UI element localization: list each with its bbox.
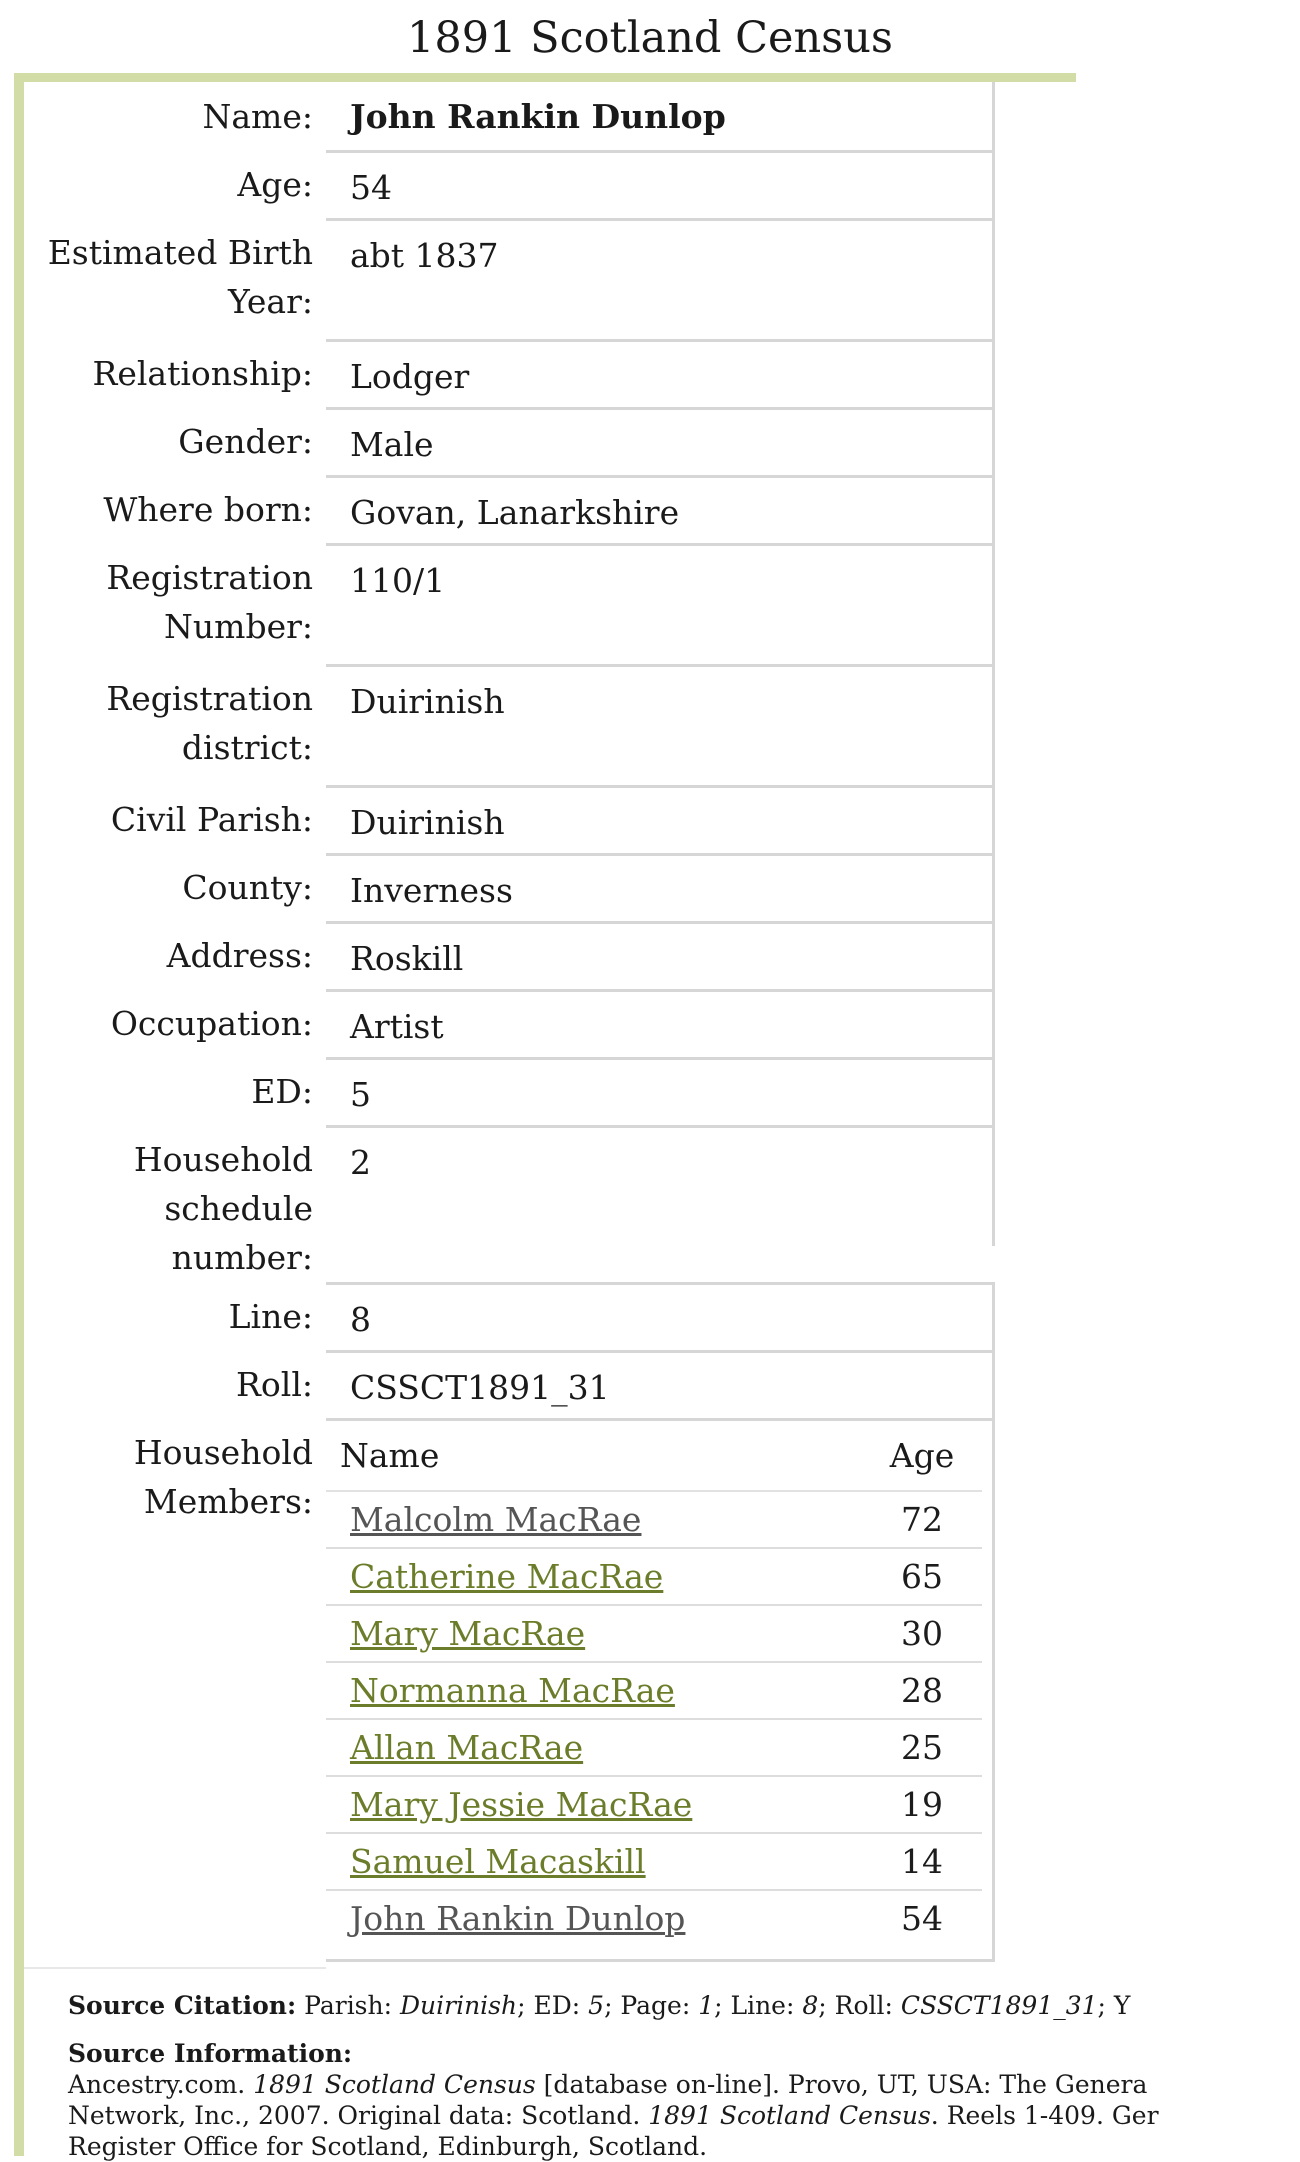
row-gender bbox=[24, 407, 995, 475]
member-row bbox=[326, 1833, 982, 1890]
citation-ed: 5 bbox=[588, 1991, 605, 2020]
row-registration-number bbox=[24, 543, 995, 664]
member-age: 14 bbox=[862, 1833, 982, 1890]
field-label: Roll: bbox=[236, 1365, 313, 1404]
citation-parish: Duirinish bbox=[399, 1991, 518, 2020]
source-info-line: Register Office for Scotland, Edinburgh, Scotland. bbox=[68, 2132, 708, 2161]
field-label: Gender: bbox=[178, 422, 313, 461]
accent-left-bar bbox=[14, 73, 24, 2156]
field-label: Registration Number: bbox=[106, 558, 313, 646]
member-row bbox=[326, 1776, 982, 1833]
field-label: Occupation: bbox=[110, 1004, 313, 1043]
row-address bbox=[24, 921, 995, 989]
member-age: 65 bbox=[862, 1548, 982, 1605]
source-info-text: [database on-line]. Provo, UT, USA: The Genera bbox=[535, 2070, 1148, 2099]
household-members-label: Household Members: bbox=[133, 1433, 313, 1521]
field-value-where-born: Govan, Lanarkshire bbox=[326, 475, 995, 543]
field-label: Household schedule number: bbox=[133, 1140, 313, 1277]
row-relationship bbox=[24, 339, 995, 407]
member-age: 25 bbox=[862, 1719, 982, 1776]
field-label: Where born: bbox=[103, 490, 313, 529]
field-label: Estimated Birth Year: bbox=[47, 233, 313, 321]
citation-page: 1 bbox=[698, 1991, 715, 2020]
member-row bbox=[326, 1491, 982, 1548]
field-value-occupation: Artist bbox=[326, 989, 995, 1057]
member-age: 19 bbox=[862, 1776, 982, 1833]
field-label: Line: bbox=[228, 1297, 313, 1336]
field-label: Civil Parish: bbox=[110, 800, 313, 839]
field-value-name: John Rankin Dunlop bbox=[326, 82, 995, 150]
member-row bbox=[326, 1605, 982, 1662]
field-label: Age: bbox=[237, 165, 313, 204]
column-header-name: Name bbox=[326, 1421, 862, 1491]
field-value-registration-district: Duirinish bbox=[326, 664, 995, 785]
row-household-members bbox=[24, 1418, 995, 1962]
source-info-text: Network, Inc., 2007. Original data: Scotland. bbox=[68, 2101, 649, 2130]
member-link-allan-macrae[interactable]: Allan MacRae bbox=[350, 1728, 584, 1767]
member-link-catherine-macrae[interactable]: Catherine MacRae bbox=[350, 1557, 664, 1596]
field-value-line: 8 bbox=[326, 1282, 995, 1350]
row-household-schedule bbox=[24, 1125, 995, 1282]
row-registration-district bbox=[24, 664, 995, 785]
column-header-age: Age bbox=[862, 1421, 982, 1491]
citation-text: ; Page: bbox=[604, 1991, 699, 2020]
page-title: 1891 Scotland Census bbox=[407, 13, 893, 63]
member-link-samuel-macaskill[interactable]: Samuel Macaskill bbox=[350, 1842, 646, 1881]
member-row bbox=[326, 1662, 982, 1719]
row-ed bbox=[24, 1057, 995, 1125]
citation-text: ; Y bbox=[1097, 1991, 1131, 2020]
citation-text: ; ED: bbox=[517, 1991, 589, 2020]
household-members-table bbox=[326, 1418, 995, 1962]
source-citation-label: Source Citation: bbox=[68, 1991, 297, 2020]
row-age bbox=[24, 150, 995, 218]
member-link-mary-macrae[interactable]: Mary MacRae bbox=[350, 1614, 586, 1653]
citation-roll: CSSCT1891_31 bbox=[900, 1991, 1098, 2020]
member-link-normanna-macrae[interactable]: Normanna MacRae bbox=[350, 1671, 675, 1710]
member-age: 30 bbox=[862, 1605, 982, 1662]
citation-text: ; Roll: bbox=[818, 1991, 901, 2020]
row-civil-parish bbox=[24, 785, 995, 853]
field-value-civil-parish: Duirinish bbox=[326, 785, 995, 853]
row-name bbox=[24, 82, 995, 150]
source-info-title: 1891 Scotland Census bbox=[648, 2101, 931, 2130]
field-value-registration-number: 110/1 bbox=[326, 543, 995, 664]
row-county bbox=[24, 853, 995, 921]
members-header-row bbox=[326, 1421, 982, 1491]
member-age: 28 bbox=[862, 1662, 982, 1719]
row-roll bbox=[24, 1350, 995, 1418]
source-citation bbox=[68, 1990, 1131, 2021]
source-info-line bbox=[68, 2100, 1159, 2131]
citation-text: Parish: bbox=[296, 1991, 400, 2020]
field-value-household-schedule: 2 bbox=[326, 1125, 995, 1246]
member-link-mary-jessie-macrae[interactable]: Mary Jessie MacRae bbox=[350, 1785, 693, 1824]
field-value-gender: Male bbox=[326, 407, 995, 475]
member-age: 72 bbox=[862, 1491, 982, 1548]
field-label: Address: bbox=[166, 936, 313, 975]
field-label: ED: bbox=[251, 1072, 313, 1111]
census-record-table bbox=[24, 82, 995, 1962]
source-footer bbox=[68, 1990, 1159, 2162]
member-link-john-rankin-dunlop[interactable]: John Rankin Dunlop bbox=[350, 1899, 686, 1938]
field-value-roll: CSSCT1891_31 bbox=[326, 1350, 995, 1418]
citation-text: ; Line: bbox=[714, 1991, 803, 2020]
field-value-address: Roskill bbox=[326, 921, 995, 989]
row-birth-year bbox=[24, 218, 995, 339]
source-info-title: 1891 Scotland Census bbox=[253, 2070, 536, 2099]
field-label: Relationship: bbox=[92, 354, 313, 393]
member-row bbox=[326, 1548, 982, 1605]
row-where-born bbox=[24, 475, 995, 543]
field-value-ed: 5 bbox=[326, 1057, 995, 1125]
member-row bbox=[326, 1890, 982, 1946]
field-label: Registration district: bbox=[106, 679, 313, 767]
field-label: County: bbox=[182, 868, 313, 907]
divider bbox=[24, 1967, 326, 1969]
field-value-county: Inverness bbox=[326, 853, 995, 921]
row-occupation bbox=[24, 989, 995, 1057]
source-info-line bbox=[68, 2069, 1148, 2100]
source-info-text: Ancestry.com. bbox=[68, 2070, 254, 2099]
accent-top-bar bbox=[14, 73, 1076, 82]
field-value-age: 54 bbox=[326, 150, 995, 218]
field-value-relationship: Lodger bbox=[326, 339, 995, 407]
row-line bbox=[24, 1282, 995, 1350]
member-row bbox=[326, 1719, 982, 1776]
field-label: Name: bbox=[202, 97, 313, 136]
member-link-malcolm-macrae[interactable]: Malcolm MacRae bbox=[350, 1500, 642, 1539]
source-info-text: . Reels 1-409. Ger bbox=[930, 2101, 1159, 2130]
field-value-birth-year: abt 1837 bbox=[326, 218, 995, 339]
citation-line: 8 bbox=[802, 1991, 819, 2020]
member-age: 54 bbox=[901, 1899, 943, 1938]
source-information-label: Source Information: bbox=[68, 2039, 353, 2068]
